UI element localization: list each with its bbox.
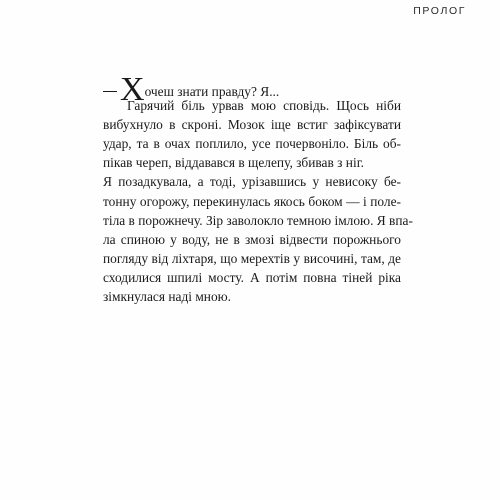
first-line-rest: очеш знати правду? Я...: [144, 84, 280, 99]
paragraph-2-line-3: тіла в порожнечу. Зір заволокло темною імлою. Я впа-: [103, 212, 413, 228]
paragraph-1-line-3: вибухнуло в скроні. Мозок іще встиг зафіксувати: [103, 117, 401, 133]
paragraph-2-line-4: ла спиною у воду, не в змозі відвести порожнього: [103, 231, 401, 247]
paragraph-2-line-1: Я позадкувала, а тоді, урізавшись у невисоку бе-: [103, 174, 401, 190]
paragraph-2: [103, 172, 413, 306]
paragraph-1-line-2: Гарячий біль урвав мою сповідь. Щось ніби: [127, 98, 401, 114]
running-head: ПРОЛОГ: [413, 5, 466, 17]
paragraph-1: [103, 71, 401, 172]
paragraph-2-line-2: тонну огорожу, перекинулась якось боком — і поле-: [103, 193, 401, 209]
prologue-text: [103, 71, 413, 306]
em-dash: [103, 91, 117, 92]
paragraph-2-line-7: зімкнулася наді мною.: [103, 289, 232, 305]
drop-cap-letter: Х: [120, 71, 145, 108]
paragraph-2-line-5: погляду від ліхтаря, що мерехтів у височині, там, де: [103, 250, 401, 266]
paragraph-1-line-5: пікав череп, віддавався в щелепу, збивав з ніг.: [103, 155, 365, 171]
paragraph-1-line-4: удар, та в очах поплило, усе почервоніло. Біль об-: [103, 136, 401, 152]
paragraph-2-line-6: сходилися шпилі мосту. А потім повна тіней ріка: [103, 269, 401, 285]
